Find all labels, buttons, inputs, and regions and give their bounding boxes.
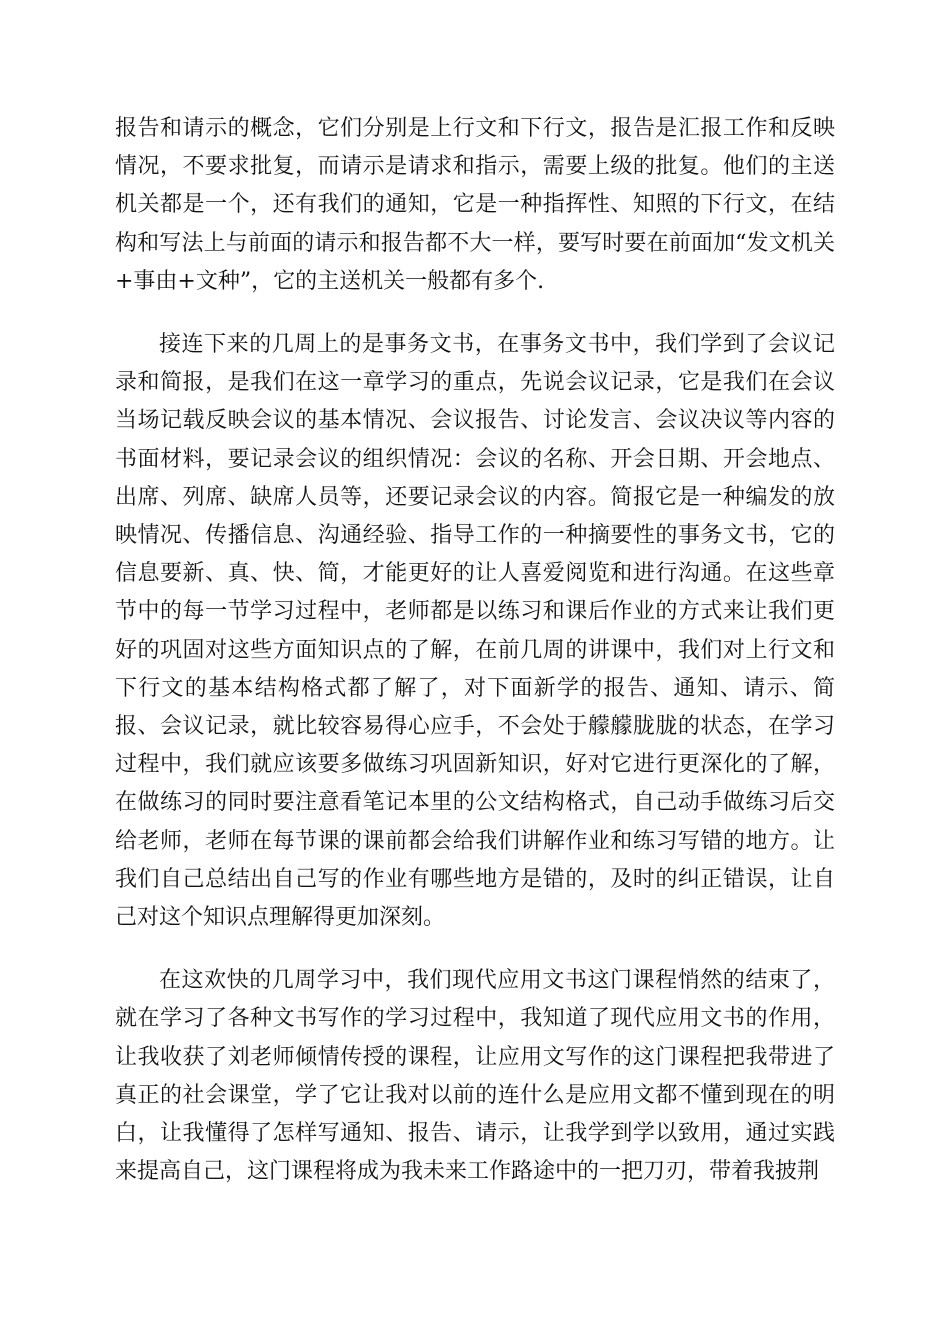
paragraph-report-and-request: 报告和请示的概念，它们分别是上行文和下行文，报告是汇报工作和反映情况，不要求批复，而请示是请求和指示，需要上级的批复。他们的主送机关都是一个，还有我们的通知，它是一种指挥性、知照的下行文，在结构和写法上与前面的请示和报告都不大一样，要写时要在前面加“发文机关+事由+文种”，它的主送机关一般都有多个. bbox=[115, 116, 835, 294]
document-body bbox=[115, 110, 835, 1191]
paragraph-affairs-documents: 接连下来的几周上的是事务文书，在事务文书中，我们学到了会议记录和简报，是我们在这一章学习的重点，先说会议记录，它是我们在会议当场记载反映会议的基本情况、会议报告、讨论发言、会议决议等内容的书面材料，要记录会议的组织情况：会议的名称、开会日期、开会地点、出席、列席、缺席人员等，还要记录会议的内容。简报它是一种编发的放映情况、传播信息、沟通经验、指导工作的一种摘要性的事务文书，它的信息要新、真、快、简，才能更好的让人喜爱阅览和进行沟通。在这些章节中的每一节学习过程中，老师都是以练习和课后作业的方式来让我们更好的巩固对这些方面知识点的了解，在前几周的讲课中，我们对上行文和下行文的基本结构格式都了解了，对下面新学的报告、通知、请示、简报、会议记录，就比较容易得心应手，不会处于艨艨胧胧的状态，在学习过程中，我们就应该要多做练习巩固新知识，好对它进行更深化的了解，在做练习的同时要注意看笔记本里的公文结构格式，自己动手做练习后交给老师，老师在每节课的课前都会给我们讲解作业和练习写错的地方。让我们自己总结出自己写的作业有哪些地方是错的，及时的纠正错误，让自己对这个知识点理解得更加深刻。 bbox=[115, 332, 835, 931]
paragraph-course-summary: 在这欢快的几周学习中，我们现代应用文书这门课程悄然的结束了，就在学习了各种文书写作的学习过程中，我知道了现代应用文书的作用，让我收获了刘老师倾情传授的课程，让应用文写作的这门课程把我带进了真正的社会课堂，学了它让我对以前的连什么是应用文都不懂到现在的明白，让我懂得了怎样写通知、报告、请示，让我学到学以致用，通过实践来提高自己，这门课程将成为我未来工作路途中的一把刀刃，带着我披荆 bbox=[115, 968, 835, 1185]
